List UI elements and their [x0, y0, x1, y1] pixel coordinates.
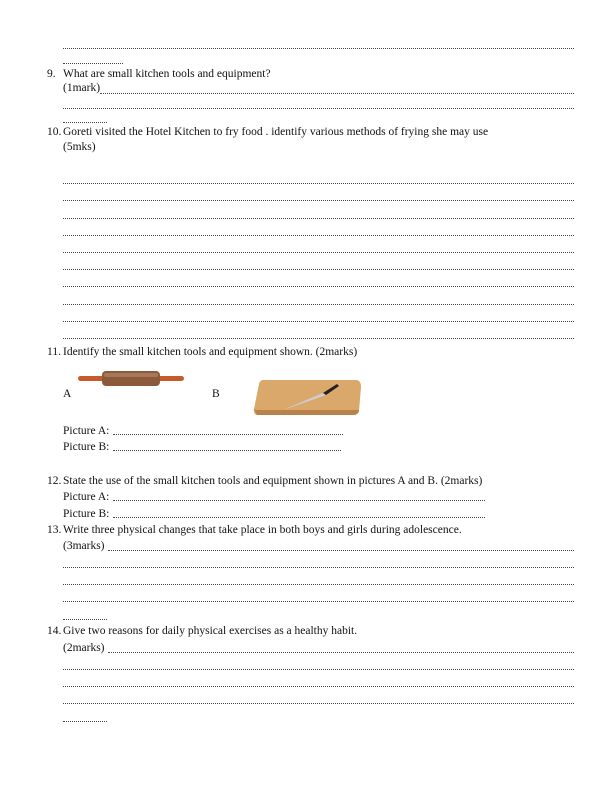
- answer-line: [63, 269, 574, 270]
- q10-marks: (5mks): [63, 141, 96, 153]
- answer-line-picture-a: [113, 500, 485, 501]
- answer-line: [63, 183, 574, 184]
- answer-line: [63, 567, 574, 568]
- answer-line: [100, 93, 574, 94]
- answer-line: [63, 703, 574, 704]
- answer-line: [63, 200, 574, 201]
- answer-line: [63, 338, 574, 339]
- q13-marks: (3marks): [63, 540, 105, 552]
- q14-marks: (2marks): [63, 642, 105, 654]
- q12-picture-a-label: Picture A:: [63, 491, 110, 503]
- q9-number: 9.: [47, 68, 56, 80]
- q11-number: 11.: [47, 346, 61, 358]
- answer-line: [63, 108, 574, 109]
- q13-number: 13.: [47, 524, 62, 536]
- answer-line: [63, 122, 107, 123]
- label-a: A: [63, 388, 72, 400]
- answer-line: [63, 619, 107, 620]
- answer-line: [63, 686, 574, 687]
- answer-line: [63, 235, 574, 236]
- answer-line: [63, 48, 574, 49]
- label-b: B: [212, 388, 220, 400]
- answer-line: [63, 584, 574, 585]
- answer-line: [63, 721, 107, 722]
- q11-picture-b-label: Picture B:: [63, 441, 110, 453]
- answer-line-picture-a: [113, 434, 343, 435]
- answer-line: [108, 652, 574, 653]
- answer-line: [63, 286, 574, 287]
- answer-line: [63, 63, 123, 64]
- q11-picture-a-label: Picture A:: [63, 425, 110, 437]
- answer-line: [63, 304, 574, 305]
- answer-line-picture-b: [113, 517, 485, 518]
- answer-line: [63, 252, 574, 253]
- rolling-pin-image: [78, 370, 184, 388]
- q10-number: 10.: [47, 126, 62, 138]
- q10-text: Goreti visited the Hotel Kitchen to fry food . identify various methods of frying she may use: [63, 126, 489, 138]
- q14-text: Give two reasons for daily physical exercises as a healthy habit.: [63, 625, 358, 637]
- chopping-board-knife-image: [253, 377, 363, 417]
- q9-text: What are small kitchen tools and equipment?: [63, 68, 271, 80]
- answer-line-picture-b: [113, 450, 341, 451]
- q11-text: Identify the small kitchen tools and equipment shown. (2marks): [63, 346, 358, 358]
- q12-text: State the use of the small kitchen tools and equipment shown in pictures A and B. (2marks): [63, 475, 483, 487]
- answer-line: [63, 601, 574, 602]
- answer-line: [63, 218, 574, 219]
- q9-marks: (1mark): [63, 82, 101, 94]
- q12-number: 12.: [47, 475, 62, 487]
- answer-line: [63, 669, 574, 670]
- q13-text: Write three physical changes that take place in both boys and girls during adolescence.: [63, 524, 462, 536]
- answer-line: [63, 321, 574, 322]
- answer-line: [108, 550, 574, 551]
- q12-picture-b-label: Picture B:: [63, 508, 110, 520]
- q14-number: 14.: [47, 625, 62, 637]
